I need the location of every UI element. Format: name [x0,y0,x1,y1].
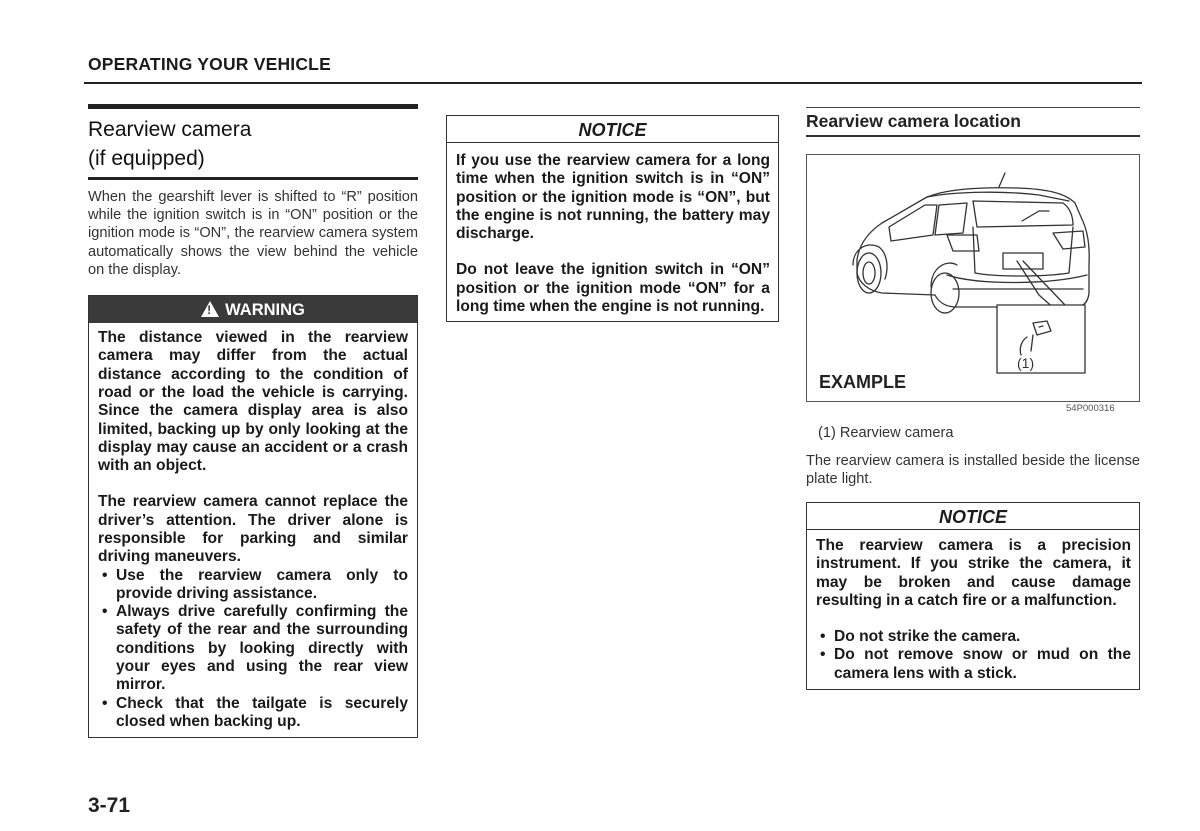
location-title-bottom-rule [806,135,1140,137]
location-title-top-rule [806,107,1140,108]
page-heading [88,115,418,173]
vehicle-rear-illustration [807,155,1139,401]
notice-paragraph-1: If you use the rearview camera for a long time when the ignition switch is in “ON” position or the ignition mode is “ON”, but the engine is not running, the battery may discharge. [456,152,770,243]
list-item: • Check that the tailgate is securely closed when backing up. [98,695,408,732]
warning-header [89,296,417,323]
warning-bullet-list [98,567,408,732]
camera-location-figure [806,154,1140,402]
list-item: • Always drive carefully confirming the safety of the rear and the surrounding conditions by looking directly with your eyes and using the rear view mirror. [98,603,408,694]
warning-label: WARNING [225,301,305,320]
intro-paragraph: When the gearshift lever is shifted to “R” position while the ignition switch is in “ON” position or the ignition mode is “ON”, the rearview camera system automatically shows the view behind the vehicle on the display. [88,189,418,278]
notice-bullet-list [816,628,1131,683]
section-title: OPERATING YOUR VEHICLE [88,54,331,74]
figure-callout: (1) [1017,355,1035,371]
list-item: • Do not strike the camera. [816,628,1131,646]
heading-line-2: (if equipped) [88,147,205,170]
notice-box-battery [446,115,779,322]
notice-box-precision [806,502,1140,690]
left-column [88,104,418,738]
page-number: 3-71 [88,794,131,817]
notice-body [807,530,1139,689]
notice-body [447,143,778,321]
warning-paragraph-2: The rearview camera cannot replace the driver’s attention. The driver alone is responsible for parking and similar driving maneuvers. [98,493,408,566]
warning-triangle-icon [201,301,219,317]
list-item: • Use the rearview camera only to provide driving assistance. [98,567,408,604]
notice-header: NOTICE [447,116,778,143]
heading-bottom-bar [88,177,418,180]
warning-body [89,323,417,737]
heading-top-bar [88,104,418,109]
example-label: EXAMPLE [819,372,907,392]
location-paragraph: The rearview camera is installed beside the license plate light. [806,453,1140,488]
location-title: Rearview camera location [806,111,1021,131]
heading-line-1: Rearview camera [88,118,252,141]
figure-caption: (1) Rearview camera [818,425,954,441]
warning-box [88,295,418,738]
notice-paragraph-1: The rearview camera is a precision instrument. If you strike the camera, it may be broken and cause damage resulting in a catch fire or a malfunction. [816,537,1131,609]
list-item: • Do not remove snow or mud on the camera lens with a stick. [816,646,1131,683]
warning-paragraph-1: The distance viewed in the rearview camera may differ from the actual distance according to the condition of road or the load the vehicle is carrying. Since the camera display area is also limited, backing up by only looking at the display may cause an accident or a crash with an object. [98,329,408,475]
figure-code: 54P000316 [1066,403,1115,414]
notice-header: NOTICE [807,503,1139,530]
notice-paragraph-2: Do not leave the ignition switch in “ON” position or the ignition mode “ON” for a long time when the engine is not running. [456,261,770,316]
section-rule [84,82,1142,84]
